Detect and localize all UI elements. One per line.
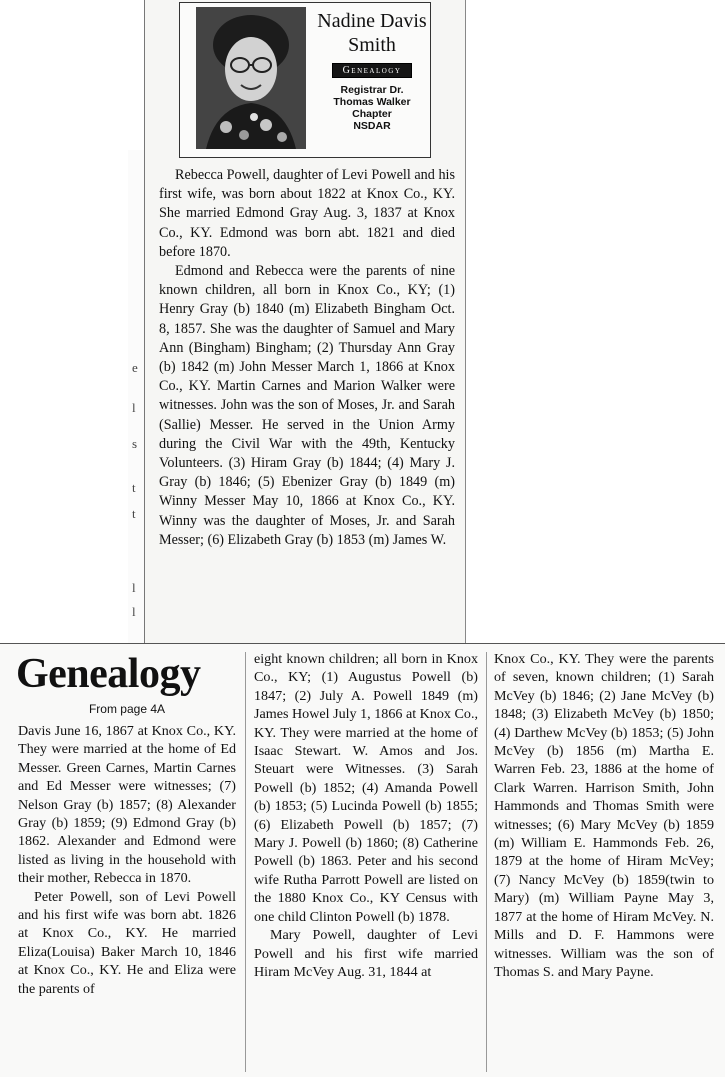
author-photo bbox=[196, 7, 306, 149]
bottom-clipping bbox=[0, 643, 725, 1077]
article-paragraph: Edmond and Rebecca were the parents of nine known children, all born in Knox Co., KY; (1) Henry Gray (b) 1840 (m) Elizabeth Bingham Oct. 8, 1857. She was the daughter of Samuel and Mary Ann (Bingham) Bingham; (2) Thursday Ann Gray (b) 1842 (m) John Messer March 1, 1866 at Knox Co., KY. Martin Carnes and Marion Walker were witnesses. John was the son of Moses, Jr. and Sarah (Sallie) Messer. He served in the Union Army during the Civil War with the 49th, Kentucky Volunteers. (3) Hiram Gray (b) 1844; (4) Mary J. Gray (b) 1846; (5) Ebenizer Gray (b) 1849 (m) Winny Messer May 10, 1866 at Knox Co., KY. Winny was the daughter of Moses, Jr. and Sarah Messer; (6) Elizabeth Gray (b) 1853 (m) James W. bbox=[159, 263, 455, 548]
author-name-line: Nadine Davis bbox=[317, 10, 427, 32]
author-credentials bbox=[314, 84, 430, 132]
credential-line: Registrar Dr. bbox=[340, 84, 404, 96]
article-paragraph: Mary Powell, daughter of Levi Powell and his first wife married Hiram McVey Aug. 31, 1844 at bbox=[254, 927, 478, 980]
edge-letter: s bbox=[132, 436, 138, 451]
article-paragraph: Peter Powell, son of Levi Powell and his first wife was born abt. 1826 at Knox Co., KY. He married Eliza(Louisa) Baker March 10, 1846 at Knox Co., KY. He and Eliza were the parents of bbox=[18, 888, 236, 997]
article-paragraph: Rebecca Powell, daughter of Levi Powell and his first wife, was born about 1822 at Knox Co., KY. She married Edmond Gray Aug. 3, 1837 at Knox Co., KY. Edmond was born abt. 1821 and died before 1870. bbox=[159, 167, 455, 260]
portrait-image bbox=[196, 7, 306, 149]
continuation-column-2 bbox=[254, 650, 478, 981]
edge-letter: l bbox=[132, 604, 136, 619]
edge-letter: t bbox=[132, 480, 136, 495]
top-clipping bbox=[144, 0, 466, 644]
adjacent-column-edge bbox=[128, 150, 144, 644]
article-paragraph: eight known children; all born in Knox Co., KY; (1) Augustus Powell (b) 1847; (2) July A. Powell 1849 (m) James Howel July 1, 1866 at Knox Co., KY. They were married at the home of Isaac Stewart. W. Amos and Jos. Steuart were Witnesses. (3) Sarah Powell (b) 1852; (4) Amanda Powell (b) 1853; (5) Lucinda Powell (b) 1855; (6) Elizabeth Powell (b) 1857; (7) Mary J. Powell (b) 1860; (8) Catherine Powell (b) 1863. Peter and his second wife Rutha Parrott Powell are listed on the 1880 Knox Co., KY Census with one child Clinton Powell (b) 1878. bbox=[254, 651, 478, 925]
article-paragraph: Davis June 16, 1867 at Knox Co., KY. They were married at the home of Ed Messer. Green Carnes, Martin Carnes and Ed Messer were witnesses; (7) Nelson Gray (b) 1857; (8) Alexander Gray (b) 1859; (9) Edmond Gray (b) 1862. Alexander and Edmond were listed as living in the household with their mother, Rebecca in 1870. bbox=[18, 723, 236, 887]
credential-line: Thomas Walker bbox=[333, 96, 411, 108]
author-name-line: Smith bbox=[348, 34, 396, 56]
column-header-box bbox=[179, 2, 431, 158]
edge-letter: l bbox=[132, 400, 136, 415]
edge-letter: l bbox=[132, 580, 136, 595]
continuation-column-3 bbox=[494, 650, 714, 981]
edge-letter: e bbox=[132, 360, 138, 375]
byline bbox=[314, 3, 430, 132]
credential-line: NSDAR bbox=[353, 120, 391, 132]
column-divider bbox=[245, 652, 246, 1072]
article-body-top bbox=[159, 166, 455, 550]
credential-line: Chapter bbox=[352, 108, 392, 120]
column-tag: Genealogy bbox=[332, 63, 413, 78]
article-paragraph: Knox Co., KY. They were the parents of seven, known children; (1) Sarah McVey (b) 1846; (2) Jane McVey (b) 1848; (3) Elizabeth McVey (b) 1850; (4) Darthew McVey (b) 1853; (5) John McVey (b) 1856 (m) Martha E. Warren Feb. 23, 1886 at the home of Clark Warren. Harrison Smith, John Hammonds and Thomas Smith were witnesses; (6) Mary McVey (b) 1859 (m) William E. Hammonds Feb. 26, 1879 at the home of Hiram McVey; (7) Nancy McVey (b) 1859(twin to Mary) (m) William Payne May 3, 1877 at the home of Hiram McVey. N. Mills and D. F. Hammons were witnesses. William was the son of Thomas S. and Mary Payne. bbox=[494, 651, 714, 980]
author-name bbox=[314, 9, 430, 57]
section-title: Genealogy bbox=[16, 651, 201, 697]
column-divider bbox=[486, 652, 487, 1072]
continuation-column-1 bbox=[18, 650, 236, 998]
continued-from-label: From page 4A bbox=[88, 702, 166, 716]
edge-letter: t bbox=[132, 506, 136, 521]
